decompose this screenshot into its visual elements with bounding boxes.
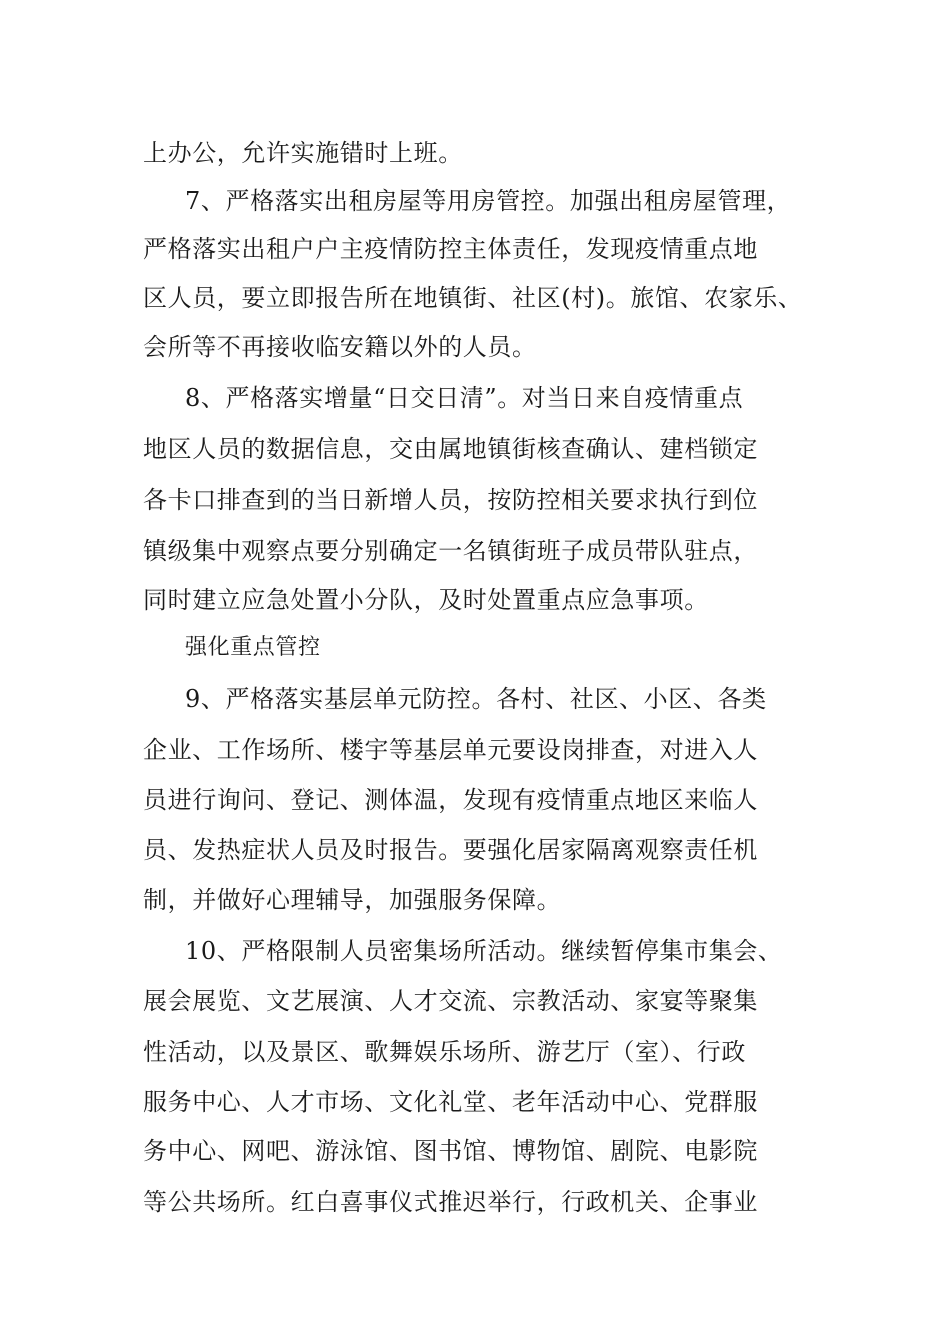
text-line: 各卡口排查到的当日新增人员，按防控相关要求执行到位: [143, 486, 758, 514]
text-line: 区人员，要立即报告所在地镇街、社区(村)。旅馆、农家乐、: [143, 284, 803, 312]
text-line: 严格落实出租户户主疫情防控主体责任，发现疫情重点地: [143, 235, 758, 263]
paragraph-9-start: 9、严格落实基层单元防控。各村、社区、小区、各类: [185, 685, 767, 713]
text-line: 同时建立应急处置小分队，及时处置重点应急事项。: [143, 586, 709, 614]
text-line: 员进行询问、登记、测体温，发现有疫情重点地区来临人: [143, 786, 758, 814]
text-line: 镇级集中观察点要分别确定一名镇街班子成员带队驻点，: [143, 537, 758, 565]
text-line: 制，并做好心理辅导，加强服务保障。: [143, 886, 562, 914]
text-line: 企业、工作场所、楼宇等基层单元要设岗排查，对进入人: [143, 736, 758, 764]
section-heading: 强化重点管控: [185, 635, 321, 660]
text-line: 等公共场所。红白喜事仪式推迟举行，行政机关、企事业: [143, 1188, 758, 1216]
text-line: 地区人员的数据信息，交由属地镇街核查确认、建档锁定: [143, 435, 758, 463]
paragraph-7-start: 7、严格落实出租房屋等用房管控。加强出租房屋管理，: [185, 187, 792, 215]
paragraph-8-start: 8、严格落实增量“日交日清”。对当日来自疫情重点: [185, 384, 744, 412]
text-line: 上办公，允许实施错时上班。: [143, 139, 463, 167]
text-line: 展会展览、文艺展演、人才交流、宗教活动、家宴等聚集: [143, 987, 758, 1015]
paragraph-10-start: 10、严格限制人员密集场所活动。继续暂停集市集会、: [185, 937, 783, 965]
text-line: 性活动，以及景区、歌舞娱乐场所、游艺厅（室）、行政: [143, 1038, 746, 1066]
text-line: 服务中心、人才市场、文化礼堂、老年活动中心、党群服: [143, 1088, 758, 1116]
text-line: 员、发热症状人员及时报告。要强化居家隔离观察责任机: [143, 836, 758, 864]
text-line: 会所等不再接收临安籍以外的人员。: [143, 333, 537, 361]
text-line: 务中心、网吧、游泳馆、图书馆、博物馆、剧院、电影院: [143, 1137, 758, 1165]
